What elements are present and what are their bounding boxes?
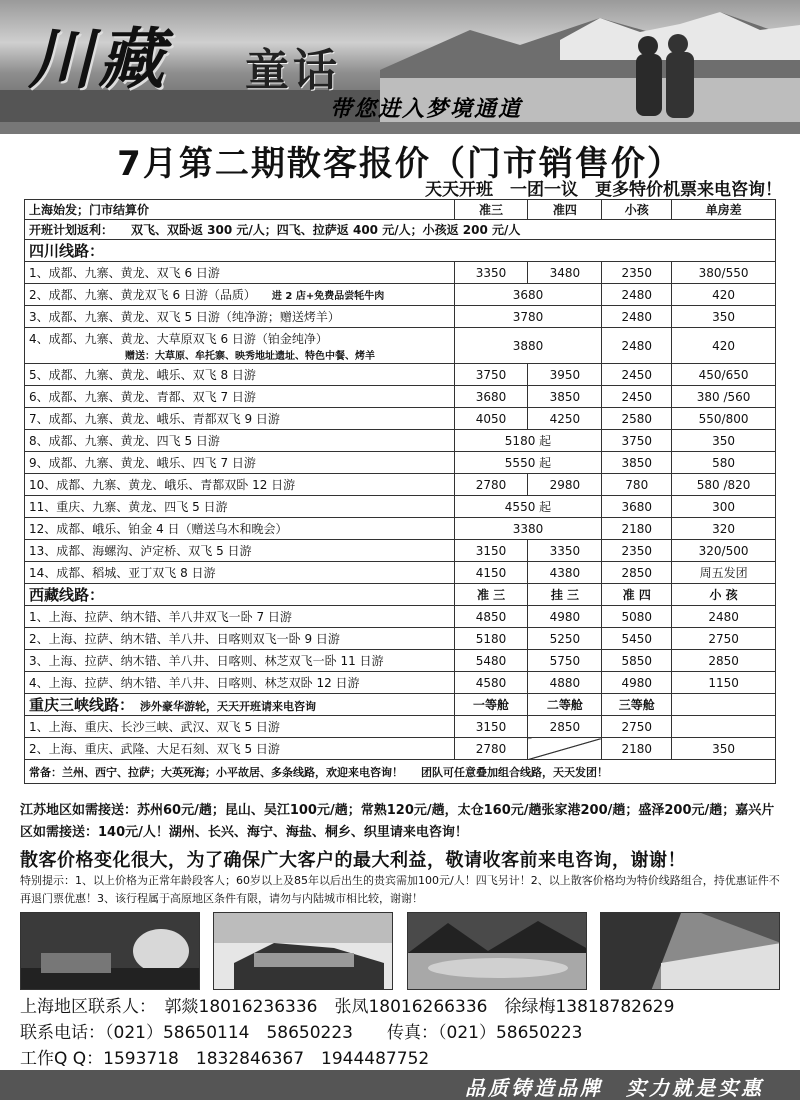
price-single-room: 周五发团 <box>672 562 776 584</box>
price-merged: 3780 <box>454 306 602 328</box>
route-name-text: 1、成都、九寨、黄龙、双飞 6 日游 <box>29 266 220 280</box>
section-title-chongqing-text: 重庆三峡线路： <box>29 696 135 714</box>
price-child: 3850 <box>602 452 672 474</box>
tibet-col-header: 准 三 <box>454 584 528 606</box>
route-name: 4、上海、拉萨、纳木错、羊八井、日喀则、林芝双卧 12 日游 <box>25 672 455 694</box>
price-child: 2850 <box>602 562 672 584</box>
tibet-price: 5250 <box>528 628 602 650</box>
route-row <box>25 306 776 328</box>
price-standard-4: 3950 <box>528 364 602 386</box>
route-name <box>25 408 455 430</box>
price-standard-3: 4150 <box>454 562 528 584</box>
route-row <box>25 562 776 584</box>
route-name-text: 14、成都、稻城、亚丁双飞 8 日游 <box>29 566 216 580</box>
route-name: 1、上海、重庆、长沙三峡、武汉、双飞 5 日游 <box>25 716 455 738</box>
route-name <box>25 284 455 306</box>
price-warning: 散客价格变化很大，为了确保广大客户的最大利益，敬请收客前来电咨询，谢谢！ <box>20 850 686 871</box>
route-row <box>25 364 776 386</box>
route-row <box>25 284 776 306</box>
route-row <box>25 452 776 474</box>
price-single-room: 380/550 <box>672 262 776 284</box>
route-name-text: 6、成都、九寨、黄龙、青都、双飞 7 日游 <box>29 390 256 404</box>
price-child: 2480 <box>602 284 672 306</box>
tibet-price: 1150 <box>672 672 776 694</box>
price-single-room: 320 <box>672 518 776 540</box>
price-child: 2180 <box>602 518 672 540</box>
header-col-3: 小孩 <box>602 200 672 220</box>
route-name-text: 4、成都、九寨、黄龙、大草原双飞 6 日游（铂金纯净） <box>29 331 328 346</box>
price-single-room: 580 <box>672 452 776 474</box>
table-footer-note-right: 团队可任意叠加组合线路，天天发团！ <box>421 765 608 779</box>
route-name <box>25 452 455 474</box>
price-standard-4: 2980 <box>528 474 602 496</box>
section-title-tibet: 西藏线路： <box>25 584 455 606</box>
cruise-col-header: 三等舱 <box>602 694 672 716</box>
contact-qq: 工作Q Q：1593718 1832846367 1944487752 <box>20 1049 430 1069</box>
price-single-room: 580 /820 <box>672 474 776 496</box>
price-single-room: 350 <box>672 306 776 328</box>
cruise-price: 350 <box>672 738 776 760</box>
route-name: 2、上海、重庆、武隆、大足石刻、双飞 5 日游 <box>25 738 455 760</box>
price-merged: 3380 <box>454 518 602 540</box>
price-child: 2480 <box>602 328 672 364</box>
route-name <box>25 386 455 408</box>
header-col-1: 准三 <box>454 200 528 220</box>
jiuzhai-lake-photo <box>407 912 587 990</box>
route-name-text: 13、成都、海螺沟、泸定桥、双飞 5 日游 <box>29 544 252 558</box>
price-child: 2580 <box>602 408 672 430</box>
route-name-text: 9、成都、九寨、黄龙、峨乐、四飞 7 日游 <box>29 456 256 470</box>
section-note-chongqing: 涉外豪华游轮，天天开班请来电咨询 <box>140 700 317 713</box>
table-header-row <box>25 200 776 220</box>
route-row <box>25 540 776 562</box>
route-row <box>25 628 776 650</box>
price-child: 2350 <box>602 540 672 562</box>
price-merged: 3680 <box>454 284 602 306</box>
special-tips: 特别提示：1、以上价格为正常年龄段客人；60岁以上及85年以后出生的贵宾需加100元/人！四飞另计！2、以上散客价格均为特价线路组合，持优惠证件不再退门票优惠！3、该行程属于高原地区条件有限，请勿与内陆城市相比较，谢谢！ <box>20 874 780 905</box>
tibet-price: 4850 <box>454 606 528 628</box>
section-row-sichuan <box>25 240 776 262</box>
price-single-room: 420 <box>672 284 776 306</box>
route-note: 进 2 店+免费品尝牦牛肉 <box>271 291 385 302</box>
route-name <box>25 306 455 328</box>
route-name-text: 5、成都、九寨、黄龙、峨乐、双飞 8 日游 <box>29 368 256 382</box>
price-child: 2450 <box>602 364 672 386</box>
price-standard-4: 3850 <box>528 386 602 408</box>
header-col-4: 单房差 <box>672 200 776 220</box>
tibet-price: 5080 <box>602 606 672 628</box>
header-divider-band <box>0 122 800 134</box>
route-name <box>25 430 455 452</box>
route-row <box>25 738 776 760</box>
cruise-price: 2750 <box>602 716 672 738</box>
rebate-text: 开班计划返利： 双飞、双卧返 300 元/人；四飞、拉萨返 400 元/人；小孩返 200 元/人 <box>25 220 776 240</box>
cruise-price <box>672 716 776 738</box>
monastery-photo <box>213 912 393 990</box>
price-single-room: 420 <box>672 328 776 364</box>
price-single-room: 550/800 <box>672 408 776 430</box>
price-standard-4: 3480 <box>528 262 602 284</box>
price-single-room: 320/500 <box>672 540 776 562</box>
route-name-text: 7、成都、九寨、黄龙、峨乐、青都双飞 9 日游 <box>29 412 280 426</box>
route-name <box>25 328 455 364</box>
route-name: 2、上海、拉萨、纳木错、羊八井、日喀则双飞一卧 9 日游 <box>25 628 455 650</box>
table-footer-note <box>25 760 776 784</box>
tibet-price: 4580 <box>454 672 528 694</box>
cruise-price: 2780 <box>454 738 528 760</box>
tibet-price: 2750 <box>672 628 776 650</box>
route-row <box>25 518 776 540</box>
price-standard-3: 4050 <box>454 408 528 430</box>
price-merged: 5180 起 <box>454 430 602 452</box>
route-name <box>25 364 455 386</box>
page-title: 7月第二期散客报价（门市销售价） <box>117 144 683 184</box>
tibet-price: 5750 <box>528 650 602 672</box>
cruise-col-header: 二等舱 <box>528 694 602 716</box>
route-row <box>25 328 776 364</box>
page-subtitle: 天天开班 一团一议 更多特价机票来电咨询！ <box>425 180 782 200</box>
route-name <box>25 474 455 496</box>
route-row <box>25 496 776 518</box>
footer-slogan: 品质铸造品牌 实力就是实惠 <box>465 1076 764 1100</box>
route-name <box>25 262 455 284</box>
tibet-price: 4980 <box>528 606 602 628</box>
river-valley-photo <box>600 912 780 990</box>
price-merged: 4550 起 <box>454 496 602 518</box>
price-standard-4: 4380 <box>528 562 602 584</box>
price-child: 2480 <box>602 306 672 328</box>
route-row <box>25 650 776 672</box>
tibet-price: 2850 <box>672 650 776 672</box>
tibet-price: 5450 <box>602 628 672 650</box>
tibet-price: 5180 <box>454 628 528 650</box>
price-single-room: 380 /560 <box>672 386 776 408</box>
tibet-price: 2480 <box>672 606 776 628</box>
price-standard-3: 2780 <box>454 474 528 496</box>
route-row <box>25 606 776 628</box>
tibet-col-header: 挂 三 <box>528 584 602 606</box>
tibet-price: 5480 <box>454 650 528 672</box>
price-standard-3: 3750 <box>454 364 528 386</box>
footer-band <box>0 1070 800 1100</box>
route-name-text: 11、重庆、九寨、黄龙、四飞 5 日游 <box>29 500 228 514</box>
section-title-sichuan: 四川线路： <box>25 240 776 262</box>
route-name-text: 12、成都、峨乐、铂金 4 日（赠送乌木和晚会） <box>29 522 288 536</box>
price-standard-3: 3680 <box>454 386 528 408</box>
price-single-room: 350 <box>672 430 776 452</box>
header-banner <box>0 0 800 122</box>
section-title-chongqing <box>25 694 455 716</box>
price-standard-4: 4250 <box>528 408 602 430</box>
table-footer-note-left: 常备：兰州、西宁、拉萨；大英死海；小平故居、多条线路，欢迎来电咨询！ <box>29 765 403 779</box>
route-name: 1、上海、拉萨、纳木错、羊八井双飞一卧 7 日游 <box>25 606 455 628</box>
price-merged: 3880 <box>454 328 602 364</box>
route-name-text: 10、成都、九寨、黄龙、峨乐、青都双卧 12 日游 <box>29 478 296 492</box>
tibet-price: 5850 <box>602 650 672 672</box>
cave-temple-photo <box>20 912 200 990</box>
route-name <box>25 540 455 562</box>
brand-logo-chuanzang: 川藏 <box>28 20 168 98</box>
header-origin: 上海始发；门市结算价 <box>25 200 455 220</box>
section-row-tibet <box>25 584 776 606</box>
table-footer-row <box>25 760 776 784</box>
route-row <box>25 672 776 694</box>
price-child: 3750 <box>602 430 672 452</box>
route-name <box>25 496 455 518</box>
route-row <box>25 408 776 430</box>
cruise-price: 2180 <box>602 738 672 760</box>
brand-logo-tonghua: 童话 <box>245 45 341 96</box>
route-name <box>25 562 455 584</box>
price-single-room: 450/650 <box>672 364 776 386</box>
price-single-room: 300 <box>672 496 776 518</box>
price-table-body <box>25 200 776 784</box>
header-col-2: 准四 <box>528 200 602 220</box>
cruise-price: 2850 <box>528 716 602 738</box>
price-child: 780 <box>602 474 672 496</box>
route-row <box>25 716 776 738</box>
header-slogan: 带您进入梦境通道 <box>330 96 523 122</box>
price-standard-3: 3150 <box>454 540 528 562</box>
tibet-price: 4980 <box>602 672 672 694</box>
cruise-price: 3150 <box>454 716 528 738</box>
cruise-col-empty <box>672 694 776 716</box>
rebate-row <box>25 220 776 240</box>
route-name: 3、上海、拉萨、纳木错、羊八井、日喀则、林芝双飞一卧 11 日游 <box>25 650 455 672</box>
price-table <box>24 199 776 784</box>
tibet-col-header: 小 孩 <box>672 584 776 606</box>
route-name-text: 2、成都、九寨、黄龙双飞 6 日游（品质） <box>29 288 256 302</box>
route-note: 赠送：大草原、牟托寨、映秀地址遗址、特色中餐、烤羊 <box>125 350 375 362</box>
route-name <box>25 518 455 540</box>
route-row <box>25 474 776 496</box>
price-merged: 5550 起 <box>454 452 602 474</box>
cruise-col-header: 一等舱 <box>454 694 528 716</box>
route-row <box>25 430 776 452</box>
price-standard-3: 3350 <box>454 262 528 284</box>
shuttle-info: 江苏地区如需接送：苏州60元/趟；昆山、吴江100元/趟；常熟120元/趟，太仓160元/趟张家港200/趟；盛泽200元/趟；嘉兴片区如需接送：140元/人！湖州、长兴、海宁、海盐、桐乡、织里请来电咨询！ <box>20 803 775 840</box>
price-child: 3680 <box>602 496 672 518</box>
contact-phone: 联系电话：（021）58650114 58650223 传真：（021）58650223 <box>20 1023 583 1043</box>
section-row-chongqing <box>25 694 776 716</box>
price-standard-4: 3350 <box>528 540 602 562</box>
route-name-text: 3、成都、九寨、黄龙、双飞 5 日游（纯净游；赠送烤羊） <box>29 310 340 324</box>
contact-people: 上海地区联系人： 郭燚18016236336 张凤18016266336 徐绿梅13818782629 <box>20 997 675 1017</box>
tibet-col-header: 准 四 <box>602 584 672 606</box>
route-name-text: 8、成都、九寨、黄龙、四飞 5 日游 <box>29 434 220 448</box>
route-row <box>25 386 776 408</box>
tibet-price: 4880 <box>528 672 602 694</box>
cruise-price <box>528 738 602 760</box>
photo-strip <box>20 912 780 990</box>
price-child: 2350 <box>602 262 672 284</box>
price-child: 2450 <box>602 386 672 408</box>
route-row <box>25 262 776 284</box>
